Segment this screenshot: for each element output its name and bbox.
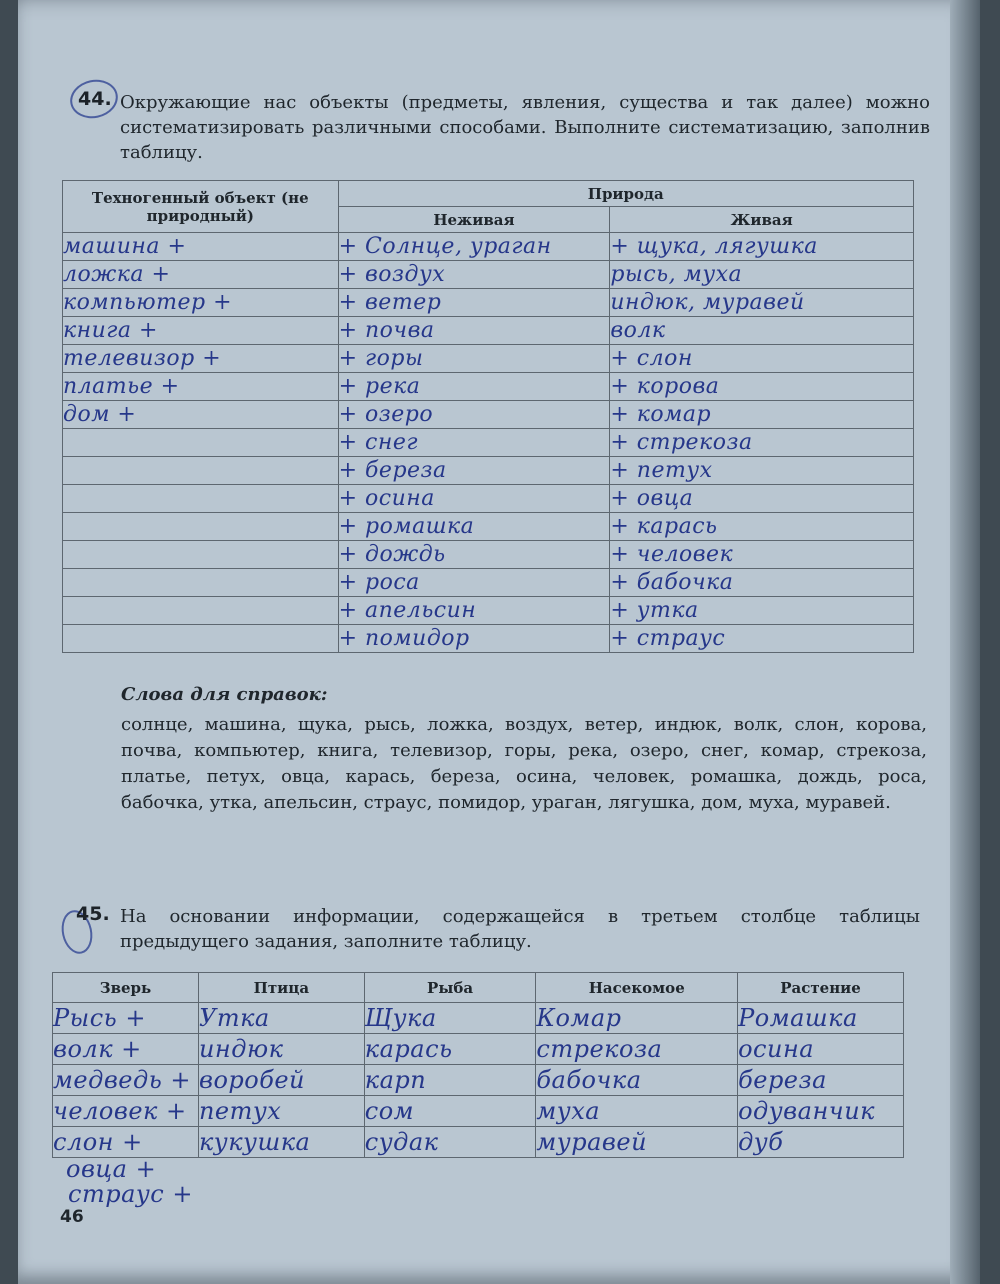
page-number: 46 [60,1207,84,1227]
cell-tech [63,541,339,569]
table-row [63,457,914,485]
cell-tech: ложка + [63,261,339,289]
cell-nonliving: + река [338,373,610,401]
table-row [63,289,914,317]
answer-cell: дуб [738,1127,904,1158]
cell-living: + карась [610,513,914,541]
cell-tech [63,457,339,485]
table-row [63,261,914,289]
header-nonliving: Неживая [338,207,610,233]
cell-nonliving: + ромашка [338,513,610,541]
answer-cell: сом [364,1096,536,1127]
cell-tech [63,485,339,513]
answer-cell: индюк [198,1034,364,1065]
answer-cell: судак [364,1127,536,1158]
reference-title: Слова для справок: [121,684,328,705]
cell-nonliving: + горы [338,345,610,373]
answer-cell: осина [738,1034,904,1065]
table-row [53,1096,904,1127]
cell-nonliving: + почва [338,317,610,345]
cell-nonliving: + Солнце, ураган [338,233,610,261]
cell-nonliving: + снег [338,429,610,457]
cell-tech: телевизор + [63,345,339,373]
table-row [63,345,914,373]
table-row [63,373,914,401]
cell-living: индюк, муравей [610,289,914,317]
table-row [63,485,914,513]
answer-cell: петух [198,1096,364,1127]
cell-nonliving: + береза [338,457,610,485]
cell-nonliving: + роса [338,569,610,597]
cell-tech: книга + [63,317,339,345]
header-technogenic: Техногенный объект (не природный) [63,181,339,233]
cell-nonliving: + дождь [338,541,610,569]
answer-cell: кукушка [198,1127,364,1158]
answer-cell: Утка [198,1003,364,1034]
overflow-answer-1: овца + [66,1155,157,1183]
cell-nonliving: + помидор [338,625,610,653]
cell-tech: машина + [63,233,339,261]
answer-cell: Комар [536,1003,738,1034]
cell-living: + страус [610,625,914,653]
answer-cell: слон + [53,1127,199,1158]
header-category: Зверь [53,973,199,1003]
header-category: Насекомое [536,973,738,1003]
table-row [63,429,914,457]
answer-cell: Рысь + [53,1003,199,1034]
task-44-table [62,180,914,653]
cell-nonliving: + озеро [338,401,610,429]
answer-cell: волк + [53,1034,199,1065]
table-row [53,1127,904,1158]
table-row [53,1003,904,1034]
table-row [63,233,914,261]
header-living: Живая [610,207,914,233]
answer-cell: Ромашка [738,1003,904,1034]
cell-tech: платье + [63,373,339,401]
cell-living: + корова [610,373,914,401]
overflow-answer-2: страус + [68,1180,193,1208]
cell-living: + бабочка [610,569,914,597]
header-nature: Природа [338,181,913,207]
cell-living: + овца [610,485,914,513]
table-row [53,1034,904,1065]
cell-living: + щука, лягушка [610,233,914,261]
table-row [63,317,914,345]
answer-cell: воробей [198,1065,364,1096]
table-row [53,1065,904,1096]
task-45-number: 45. [76,903,110,925]
header-category: Растение [738,973,904,1003]
cell-living: + комар [610,401,914,429]
table-row [63,541,914,569]
task-44-number: 44. [78,88,112,110]
cell-tech [63,625,339,653]
answer-cell: человек + [53,1096,199,1127]
cell-living: + утка [610,597,914,625]
answer-cell: береза [738,1065,904,1096]
table-row [63,569,914,597]
cell-nonliving: + апельсин [338,597,610,625]
task-45-text: На основании информации, содержащейся в третьем столбце таблицы предыдущего задания, заполните таблицу. [120,906,920,952]
workbook-page [18,0,980,1284]
cell-tech [63,597,339,625]
reference-words: солнце, машина, щука, рысь, ложка, воздух, ветер, индюк, волк, слон, корова, почва, компьютер, книга, телевизор, горы, река, озеро, снег, комар, стрекоза, платье, петух, овца, карась, береза, осина, человек, ромашка, дождь, роса, бабочка, утка, апельсин, страус, помидор, ураган, лягушка, дом, муха, муравей. [121,714,927,813]
cell-living: + стрекоза [610,429,914,457]
table-row [63,513,914,541]
cell-tech: компьютер + [63,289,339,317]
answer-cell: стрекоза [536,1034,738,1065]
header-category: Птица [198,973,364,1003]
cell-tech [63,429,339,457]
answer-cell: муха [536,1096,738,1127]
cell-nonliving: + ветер [338,289,610,317]
table-row [63,401,914,429]
cell-living: + человек [610,541,914,569]
cell-living: + слон [610,345,914,373]
task-45-table [52,972,904,1158]
answer-cell: Щука [364,1003,536,1034]
table-row [63,597,914,625]
page-edge [950,0,980,1284]
cell-living: волк [610,317,914,345]
answer-cell: муравей [536,1127,738,1158]
cell-tech [63,513,339,541]
cell-nonliving: + воздух [338,261,610,289]
cell-living: рысь, муха [610,261,914,289]
header-category: Рыба [364,973,536,1003]
table-row [63,625,914,653]
cell-nonliving: + осина [338,485,610,513]
answer-cell: бабочка [536,1065,738,1096]
answer-cell: карп [364,1065,536,1096]
answer-cell: карась [364,1034,536,1065]
cell-tech [63,569,339,597]
cell-tech: дом + [63,401,339,429]
task-44-text: Окружающие нас объекты (предметы, явления, существа и так далее) можно систематизировать различными способами. Выполните систематизацию, заполнив таблицу. [120,92,930,163]
answer-cell: одуванчик [738,1096,904,1127]
answer-cell: медведь + [53,1065,199,1096]
cell-living: + петух [610,457,914,485]
